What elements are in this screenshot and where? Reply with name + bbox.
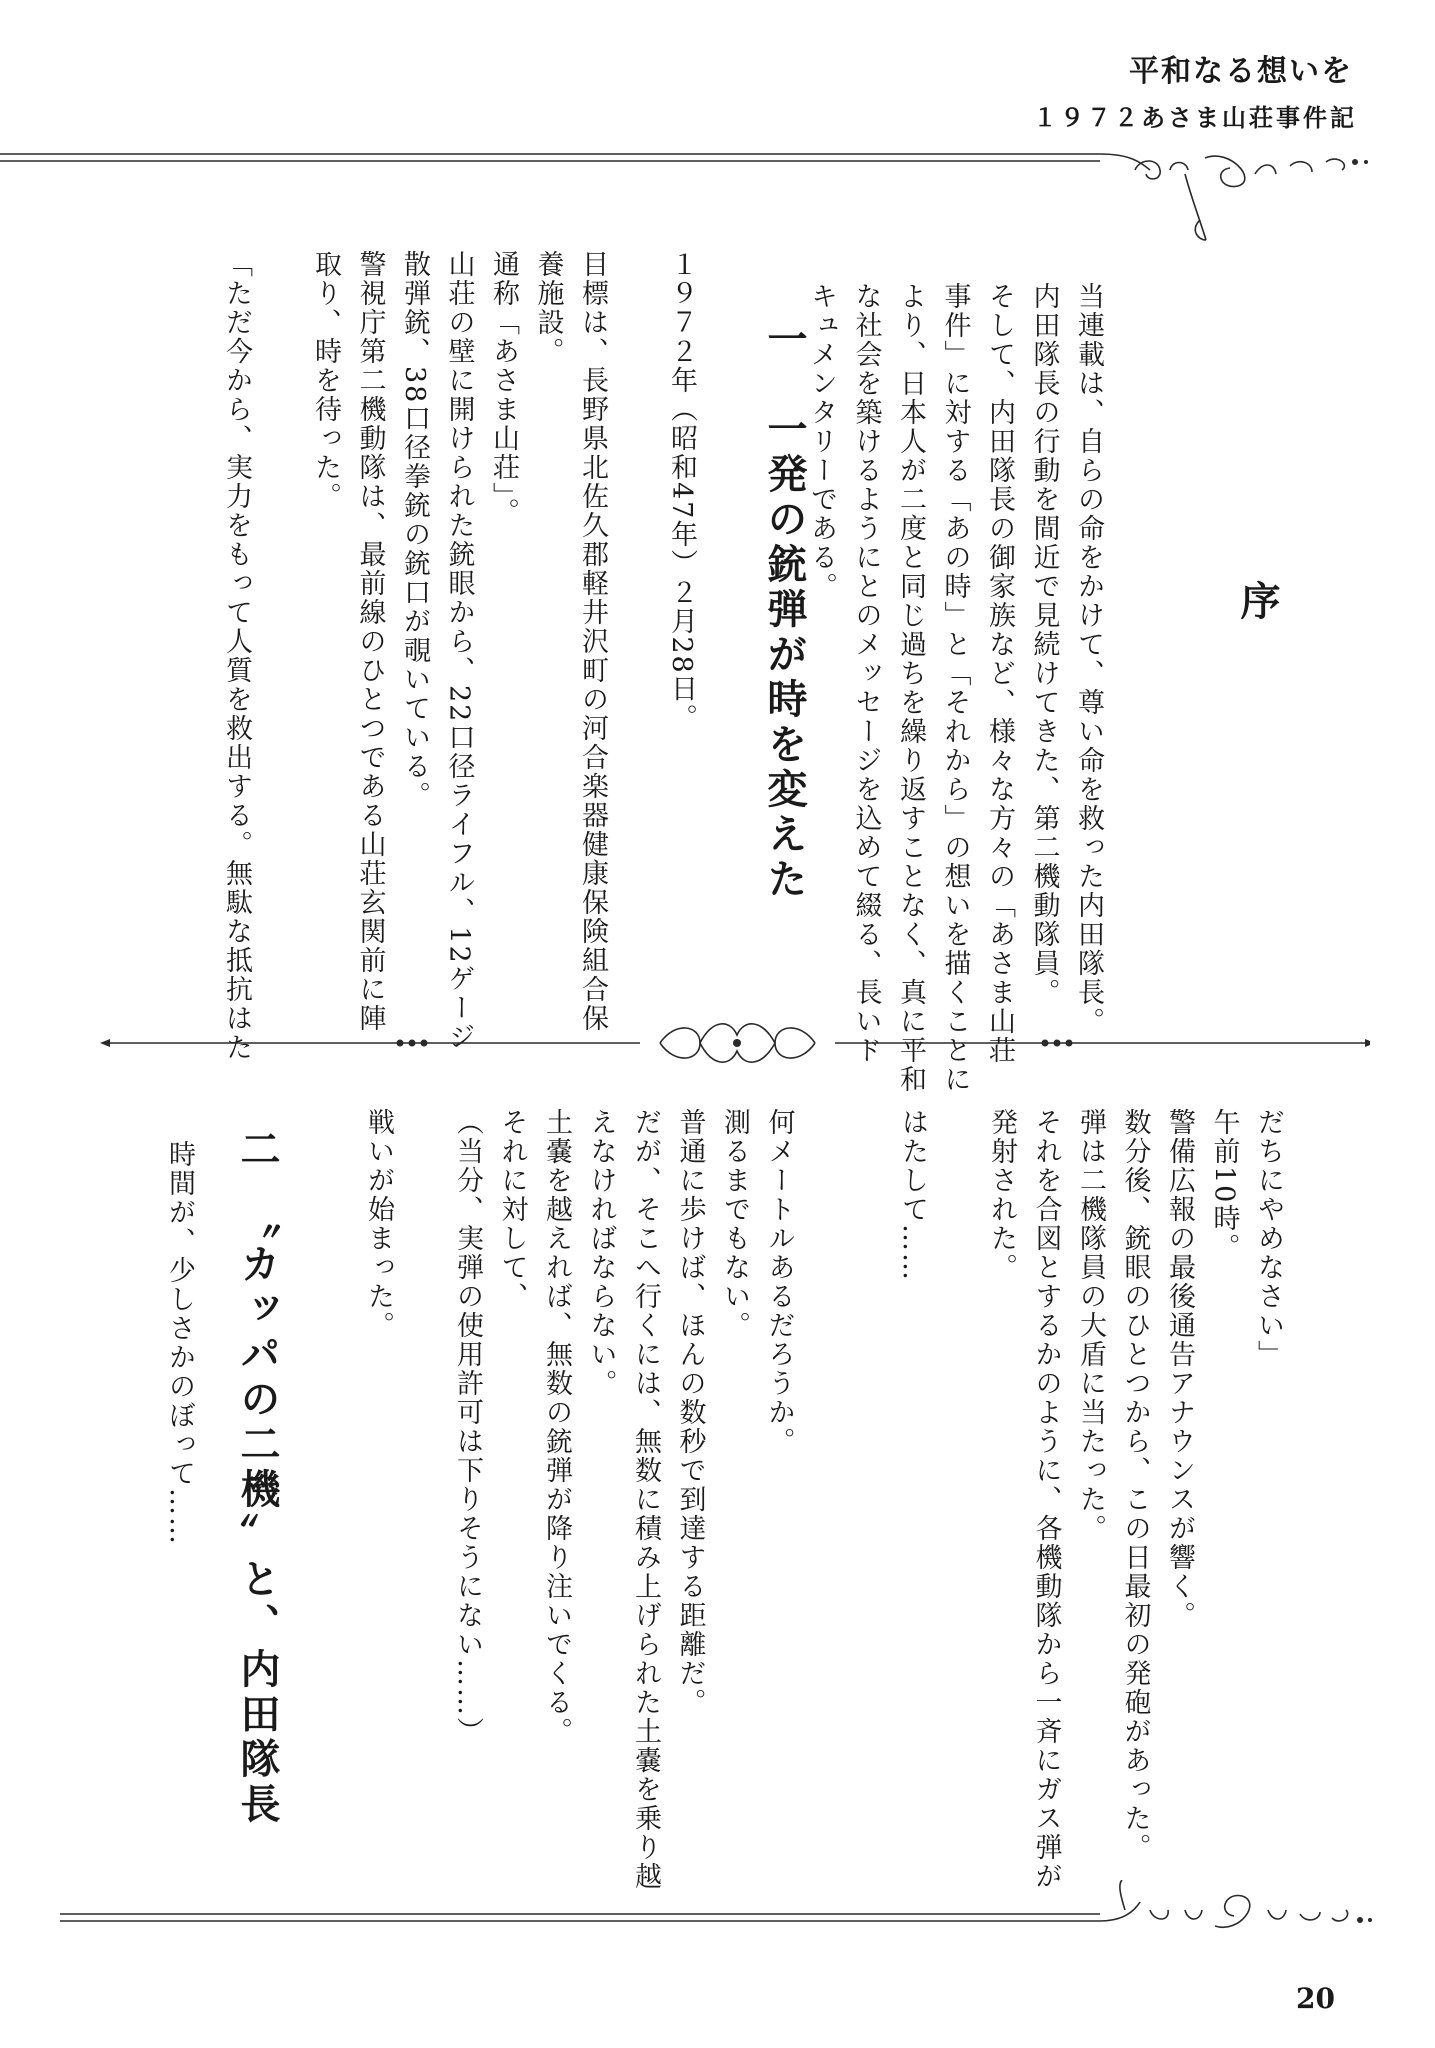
bottom-body-text: だちにやめなさい」 午前10時。 警備広報の最後通告アナウンスが響く。 数分後、銃眼のひとつから、この日最初の発砲があった。 弾は二機隊員の大盾に当たった。 それを合図とするかのように、各機動隊から一斉にガス弾が 発射された。 はたして…… 何メートルあるだろうか。 測るまでもない。 普通に歩けば、ほんの数秒で到達する距離だ。 だが、そこへ行くには、無数に積み上げられた土嚢を乗り越 えなければならない。 土嚢を越えれば、無数の銃弾が降り注いでくる。 それに対して、 （当分、実弾の使用許可は下りそうにない……） 戦いが始まった。 [363, 1108, 1284, 1891]
middle-ornament-divider [100, 1005, 1370, 1075]
running-subtitle: １９７２あさま山荘事件記 [1033, 103, 1357, 132]
bottom-ornament-rule [0, 1880, 1400, 1960]
page-number: 20 [1296, 1982, 1335, 2015]
preface-body: 当連載は、自らの命をかけて、尊い命を救った内田隊長。 内田隊長の行動を間近で見続けてきた、第二機動隊員。 そして、内田隊長の御家族など、様々な方々の「あさま山荘 事件」に対する「あの時」と「それから」の想いを描くことに より、日本人が二度と同じ過ちを繰り返すことなく、真に平和 な社会を築けるようにとのメッセージを込めて綴る、長いド キュメンタリーである。 [806, 282, 1104, 1094]
running-title: 平和なる想いを [1129, 54, 1353, 89]
chapter1-body: １９７２年（昭和47年）２月28日。 目標は、長野県北佐久郡軽井沢町の河合楽器健康保険組合保 養施設。 通称「あさま山荘」。 山荘の壁に開けられた銃眼から、22口径ライフル、12ゲージ 散弾銃、38口径拳銃の銃口が覗いている。 警視庁第二機動隊は、最前線のひとつである山荘玄関前に陣 取り、時を待った。 「ただ今から、実力をもって人質を救出する。無駄な抵抗はた [221, 250, 697, 1062]
preface-heading: 序 [1234, 580, 1281, 625]
chapter2-body: 時間が、少しさかのぼって…… [164, 1140, 195, 1546]
chapter2-heading: 二 〝カッパの二機〟と、内田隊長 [234, 1128, 281, 1828]
chapter1-heading: 一 一発の銃弾が時を変えた [761, 318, 808, 903]
top-ornament-rule [0, 140, 1400, 250]
